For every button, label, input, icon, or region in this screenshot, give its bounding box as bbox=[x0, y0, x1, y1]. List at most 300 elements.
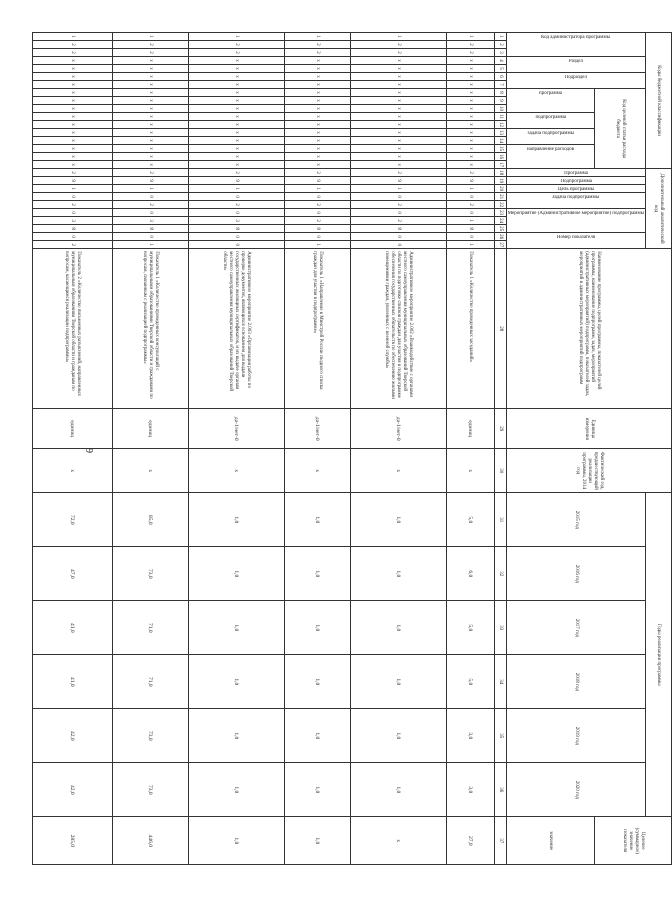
column-number-cell: 8 bbox=[494, 89, 506, 97]
year-2016-header: 2016 год bbox=[506, 547, 645, 601]
year-2020-header: 2020 год bbox=[506, 763, 645, 817]
an-task-label: Задача подпрограммы bbox=[552, 195, 600, 201]
column-number-cell: 27 bbox=[494, 241, 506, 249]
code-digit-cell: х bbox=[446, 97, 494, 105]
code-digit-cell: х bbox=[32, 97, 112, 105]
row-year-value-cell: 5,0 bbox=[446, 601, 494, 655]
column-number-cell: 36 bbox=[494, 763, 506, 817]
row-name-cell: Административное мероприятие 2.003 «Организация работы по проверке документов, являющихся основанием для выдачи государственных жилищных сертификатов, и их выдаче органам местного самоуправления муниципальных образований Тверской области» bbox=[188, 249, 284, 409]
column-number-cell: 28 bbox=[494, 249, 506, 409]
code-digit-cell: 1 bbox=[350, 185, 446, 193]
row-name-cell: Показатель 1 «Направление в Минстрой России сводного списка граждан для участия в подпрограмме» bbox=[284, 249, 350, 409]
code-digit-cell: х bbox=[112, 65, 188, 73]
code-digit-cell: 2 bbox=[350, 201, 446, 209]
code-digit-cell: х bbox=[446, 137, 494, 145]
row-unit-cell: единиц bbox=[112, 409, 188, 449]
code-digit-cell: х bbox=[446, 81, 494, 89]
an-program-label: Программа bbox=[563, 171, 588, 177]
table-row bbox=[350, 33, 446, 865]
code-digit-cell: х bbox=[188, 57, 284, 65]
code-digit-cell: 1 bbox=[112, 185, 188, 193]
code-digit-cell: х bbox=[284, 137, 350, 145]
code-digit-cell: 1 bbox=[446, 33, 494, 41]
name-header: Наименование программы, целей программы, показателей целей программы, наименование подпрограмм, задач, мероприятий (административных мероприятий) подпрограмм, показателей задач, мероприятий и административных мероприятий подпрограмм bbox=[506, 249, 671, 409]
row-year-value-cell: 1,0 bbox=[188, 547, 284, 601]
code-digit-cell: 1 bbox=[446, 241, 494, 249]
code-digit-cell: х bbox=[32, 137, 112, 145]
an-program-header bbox=[506, 169, 645, 177]
an-event-header bbox=[506, 209, 645, 233]
column-number-cell: 33 bbox=[494, 601, 506, 655]
an-indicator-label: Номер показателя bbox=[556, 235, 595, 241]
column-number-cell: 4 bbox=[494, 57, 506, 65]
code-digit-cell: х bbox=[284, 97, 350, 105]
years-header: Годы реализации программы bbox=[646, 493, 672, 817]
code-digit-cell: х bbox=[112, 105, 188, 113]
code-digit-cell: х bbox=[446, 89, 494, 97]
code-digit-cell: х bbox=[112, 121, 188, 129]
code-digit-cell: 2 bbox=[350, 169, 446, 177]
subprogram-code-header bbox=[506, 113, 594, 129]
code-digit-cell: х bbox=[188, 161, 284, 169]
code-digit-cell: х bbox=[112, 73, 188, 81]
code-digit-cell: х bbox=[350, 129, 446, 137]
code-digit-cell: х bbox=[284, 81, 350, 89]
column-number-cell: 29 bbox=[494, 409, 506, 449]
code-digit-cell: х bbox=[32, 121, 112, 129]
code-digit-cell: 0 bbox=[188, 193, 284, 201]
code-digit-cell: х bbox=[446, 57, 494, 65]
row-year-value-cell: 1,0 bbox=[350, 763, 446, 817]
code-digit-cell: х bbox=[284, 145, 350, 153]
code-digit-cell: 2 bbox=[188, 49, 284, 57]
column-number-cell: 16 bbox=[494, 153, 506, 161]
code-digit-cell: 0 bbox=[446, 233, 494, 241]
column-number-cell: 15 bbox=[494, 145, 506, 153]
target-item-header: Код целевой статьи расхода бюджета bbox=[595, 89, 646, 169]
row-year-value-cell: 1,0 bbox=[284, 601, 350, 655]
program-code-label: программа bbox=[538, 91, 562, 96]
row-year-value-cell: 1,0 bbox=[350, 709, 446, 763]
an-goal-header bbox=[506, 185, 645, 193]
row-year-value-cell: 1,0 bbox=[284, 763, 350, 817]
column-number-cell: 37 bbox=[494, 817, 506, 865]
code-digit-cell: х bbox=[446, 105, 494, 113]
column-number-cell: 31 bbox=[494, 493, 506, 547]
code-digit-cell: х bbox=[32, 65, 112, 73]
code-digit-cell: х bbox=[284, 153, 350, 161]
page-number: 9 bbox=[83, 448, 94, 453]
column-numbers-row bbox=[494, 33, 506, 865]
column-number-cell: 21 bbox=[494, 193, 506, 201]
code-digit-cell: 2 bbox=[32, 41, 112, 49]
subsection-label: Подраздел bbox=[564, 75, 588, 80]
code-digit-cell: х bbox=[32, 73, 112, 81]
row-name-cell: Административное мероприятие 2.002 «Взаимодействие с органами местного самоуправления муниципальных образований Тверской области по подготовке списков граждан для участия в подпрограмме обеспечения государственных обязательств по обеспечению жилыми помещениями граждан, уволенных с военной службы» bbox=[350, 249, 446, 409]
code-digit-cell: х bbox=[32, 57, 112, 65]
code-digit-cell: 0 bbox=[32, 209, 112, 217]
row-year-value-cell: 72,0 bbox=[32, 493, 112, 547]
code-digit-cell: х bbox=[284, 73, 350, 81]
code-digit-cell: х bbox=[446, 73, 494, 81]
row-unit-cell: единиц bbox=[446, 409, 494, 449]
code-digit-cell: х bbox=[284, 113, 350, 121]
row-unit-cell: да-1/нет-0 bbox=[188, 409, 284, 449]
column-number-cell: 25 bbox=[494, 225, 506, 233]
code-digit-cell: 8 bbox=[112, 225, 188, 233]
code-digit-cell: х bbox=[112, 89, 188, 97]
code-digit-cell: 1 bbox=[188, 33, 284, 41]
code-digit-cell: 2 bbox=[446, 41, 494, 49]
code-digit-cell: х bbox=[350, 145, 446, 153]
code-digit-cell: 0 bbox=[446, 209, 494, 217]
admin-code-header bbox=[506, 33, 645, 57]
code-digit-cell: х bbox=[284, 161, 350, 169]
code-digit-cell: 1 bbox=[446, 217, 494, 225]
code-digit-cell: х bbox=[112, 97, 188, 105]
code-digit-cell: х bbox=[32, 153, 112, 161]
code-digit-cell: 1 bbox=[32, 33, 112, 41]
code-digit-cell: х bbox=[446, 121, 494, 129]
code-digit-cell: 2 bbox=[112, 201, 188, 209]
expense-direction-header bbox=[506, 145, 594, 169]
code-digit-cell: х bbox=[446, 65, 494, 73]
column-number-cell: 30 bbox=[494, 449, 506, 493]
row-target-cell: 446,0 bbox=[112, 817, 188, 865]
code-digit-cell: х bbox=[32, 81, 112, 89]
code-digit-cell: х bbox=[112, 129, 188, 137]
code-digit-cell: 2 bbox=[446, 49, 494, 57]
table-row bbox=[32, 33, 112, 865]
code-digit-cell: 0 bbox=[350, 233, 446, 241]
code-digit-cell: 2 bbox=[284, 217, 350, 225]
code-digit-cell: х bbox=[32, 105, 112, 113]
row-target-cell: 1,0 bbox=[188, 817, 284, 865]
code-digit-cell: х bbox=[32, 129, 112, 137]
column-number-cell: 6 bbox=[494, 73, 506, 81]
code-digit-cell: х bbox=[284, 105, 350, 113]
row-year-value-cell: 71,0 bbox=[112, 655, 188, 709]
row-year-value-cell: 41,0 bbox=[32, 601, 112, 655]
code-digit-cell: х bbox=[32, 161, 112, 169]
code-digit-cell: 0 bbox=[284, 193, 350, 201]
row-target-cell: 1,0 bbox=[284, 817, 350, 865]
row-year-value-cell: 42,0 bbox=[32, 763, 112, 817]
analytic-code-header: Дополнительный аналитический код bbox=[646, 169, 672, 249]
row-fact-cell: х bbox=[188, 449, 284, 493]
table-row bbox=[446, 33, 494, 865]
code-digit-cell: х bbox=[112, 137, 188, 145]
row-year-value-cell: 5,0 bbox=[446, 493, 494, 547]
row-target-cell: 285,0 bbox=[32, 817, 112, 865]
row-year-value-cell: 1,0 bbox=[350, 655, 446, 709]
column-number-cell: 1 bbox=[494, 33, 506, 41]
row-fact-cell: х bbox=[350, 449, 446, 493]
column-number-cell: 23 bbox=[494, 209, 506, 217]
code-digit-cell: 2 bbox=[284, 201, 350, 209]
an-task-header bbox=[506, 193, 645, 209]
code-digit-cell: 0 bbox=[350, 209, 446, 217]
code-digit-cell: х bbox=[112, 145, 188, 153]
column-number-cell: 3 bbox=[494, 49, 506, 57]
column-number-cell: 20 bbox=[494, 185, 506, 193]
code-digit-cell: 8 bbox=[32, 225, 112, 233]
code-digit-cell: 2 bbox=[32, 49, 112, 57]
code-digit-cell: 1 bbox=[284, 185, 350, 193]
column-number-cell: 11 bbox=[494, 113, 506, 121]
code-digit-cell: 1 bbox=[112, 33, 188, 41]
program-code-header bbox=[506, 89, 594, 113]
code-digit-cell: х bbox=[188, 129, 284, 137]
column-number-cell: 18 bbox=[494, 169, 506, 177]
code-digit-cell: х bbox=[350, 97, 446, 105]
row-fact-cell: х bbox=[112, 449, 188, 493]
row-year-value-cell: 3,0 bbox=[446, 709, 494, 763]
code-digit-cell: 1 bbox=[284, 241, 350, 249]
code-digit-cell: х bbox=[188, 145, 284, 153]
column-number-cell: 17 bbox=[494, 161, 506, 169]
code-digit-cell: 2 bbox=[188, 169, 284, 177]
code-digit-cell: 8 bbox=[188, 225, 284, 233]
code-digit-cell: х bbox=[112, 113, 188, 121]
target-value-header: значение bbox=[506, 817, 594, 865]
code-digit-cell: 9 bbox=[112, 177, 188, 185]
code-digit-cell: х bbox=[188, 121, 284, 129]
row-year-value-cell: 1,0 bbox=[188, 601, 284, 655]
row-year-value-cell: 3,0 bbox=[446, 763, 494, 817]
code-digit-cell: 2 bbox=[32, 169, 112, 177]
column-number-cell: 14 bbox=[494, 137, 506, 145]
row-year-value-cell: 71,0 bbox=[112, 601, 188, 655]
row-year-value-cell: 5,0 bbox=[446, 655, 494, 709]
column-number-cell: 35 bbox=[494, 709, 506, 763]
code-digit-cell: х bbox=[284, 129, 350, 137]
row-year-value-cell: 1,0 bbox=[284, 547, 350, 601]
code-digit-cell: х bbox=[188, 89, 284, 97]
code-digit-cell: х bbox=[350, 105, 446, 113]
code-digit-cell: х bbox=[350, 65, 446, 73]
column-number-cell: 10 bbox=[494, 105, 506, 113]
year-2017-header: 2017 год bbox=[506, 601, 645, 655]
row-fact-cell: х bbox=[446, 449, 494, 493]
year-2015-header: 2015 год bbox=[506, 493, 645, 547]
code-digit-cell: х bbox=[188, 153, 284, 161]
code-digit-cell: х bbox=[446, 129, 494, 137]
code-digit-cell: х bbox=[32, 89, 112, 97]
code-digit-cell: х bbox=[350, 113, 446, 121]
code-digit-cell: х bbox=[350, 137, 446, 145]
code-digit-cell: 9 bbox=[32, 177, 112, 185]
row-name-cell: Показатель 1 «Количество проведенных консультаций с муниципальными образованиями Тверской области и гражданами по вопросам, связанным с реализацией подпрограммы» bbox=[112, 249, 188, 409]
code-digit-cell: 2 bbox=[32, 241, 112, 249]
an-event-label: Мероприятие (Административное мероприятие) подпрограммы bbox=[507, 211, 644, 217]
column-number-cell: 9 bbox=[494, 97, 506, 105]
column-number-cell: 5 bbox=[494, 65, 506, 73]
target-header: Целевое (суммарное) значение показателя bbox=[595, 817, 672, 865]
code-digit-cell: х bbox=[188, 65, 284, 73]
row-year-value-cell: 85,0 bbox=[112, 493, 188, 547]
code-digit-cell: 2 bbox=[350, 41, 446, 49]
code-digit-cell: 3 bbox=[112, 217, 188, 225]
row-year-value-cell: 73,0 bbox=[112, 709, 188, 763]
code-digit-cell: 8 bbox=[446, 225, 494, 233]
column-number-cell: 7 bbox=[494, 81, 506, 89]
row-year-value-cell: 41,0 bbox=[32, 655, 112, 709]
an-goal-label: Цель программы bbox=[557, 187, 594, 193]
code-digit-cell: х bbox=[284, 57, 350, 65]
column-number-cell: 32 bbox=[494, 547, 506, 601]
an-subprogram-header bbox=[506, 177, 645, 185]
code-digit-cell: 0 bbox=[32, 233, 112, 241]
row-year-value-cell: 1,0 bbox=[188, 709, 284, 763]
subprogram-task-label: задача подпрограммы bbox=[527, 131, 574, 136]
section-header bbox=[506, 57, 645, 73]
row-target-cell: 27,0 bbox=[446, 817, 494, 865]
code-digit-cell: 2 bbox=[350, 49, 446, 57]
row-year-value-cell: 1,0 bbox=[350, 547, 446, 601]
year-2019-header: 2019 год bbox=[506, 709, 645, 763]
an-indicator-header bbox=[506, 233, 645, 249]
code-digit-cell: х bbox=[350, 89, 446, 97]
column-number-cell: 12 bbox=[494, 121, 506, 129]
row-year-value-cell: 6,0 bbox=[446, 547, 494, 601]
code-digit-cell: х bbox=[188, 113, 284, 121]
code-digit-cell: 2 bbox=[284, 49, 350, 57]
row-unit-cell: да-1/нет-0 bbox=[284, 409, 350, 449]
code-digit-cell: х bbox=[284, 65, 350, 73]
section-label: Раздел bbox=[568, 59, 583, 64]
code-digit-cell: х bbox=[350, 73, 446, 81]
code-digit-cell: 3 bbox=[188, 217, 284, 225]
code-digit-cell: 0 bbox=[112, 209, 188, 217]
program-indicators-table bbox=[32, 32, 672, 865]
budget-program-table-sheet bbox=[64, 32, 672, 864]
table-row bbox=[188, 33, 284, 865]
row-unit-cell: да-1/нет-0 bbox=[350, 409, 446, 449]
code-digit-cell: 2 bbox=[284, 41, 350, 49]
code-digit-cell: 2 bbox=[188, 201, 284, 209]
code-digit-cell: х bbox=[32, 145, 112, 153]
unit-header: Единица измерения bbox=[506, 409, 671, 449]
code-digit-cell: 1 bbox=[284, 33, 350, 41]
code-digit-cell: 2 bbox=[350, 217, 446, 225]
code-digit-cell: 8 bbox=[284, 225, 350, 233]
row-year-value-cell: 73,0 bbox=[112, 547, 188, 601]
code-digit-cell: 2 bbox=[188, 41, 284, 49]
code-digit-cell: 0 bbox=[284, 233, 350, 241]
code-digit-cell: х bbox=[284, 89, 350, 97]
year-2018-header: 2018 год bbox=[506, 655, 645, 709]
code-digit-cell: 2 bbox=[446, 201, 494, 209]
code-digit-cell: 0 bbox=[112, 233, 188, 241]
column-number-cell: 2 bbox=[494, 41, 506, 49]
code-digit-cell: х bbox=[446, 153, 494, 161]
code-digit-cell: 2 bbox=[32, 201, 112, 209]
code-digit-cell: х bbox=[112, 161, 188, 169]
code-digit-cell: 9 bbox=[188, 177, 284, 185]
subsection-header bbox=[506, 73, 645, 89]
code-digit-cell: х bbox=[350, 57, 446, 65]
code-digit-cell: 0 bbox=[188, 233, 284, 241]
code-digit-cell: 9 bbox=[446, 177, 494, 185]
code-digit-cell: х bbox=[112, 81, 188, 89]
code-digit-cell: х bbox=[188, 81, 284, 89]
row-year-value-cell: 1,0 bbox=[350, 601, 446, 655]
code-digit-cell: 0 bbox=[284, 209, 350, 217]
code-digit-cell: х bbox=[112, 153, 188, 161]
code-digit-cell: 2 bbox=[284, 169, 350, 177]
code-digit-cell: х bbox=[284, 121, 350, 129]
code-digit-cell: х bbox=[350, 121, 446, 129]
column-number-cell: 13 bbox=[494, 129, 506, 137]
row-year-value-cell: 1,0 bbox=[284, 655, 350, 709]
row-fact-cell: х bbox=[284, 449, 350, 493]
code-digit-cell: х bbox=[188, 137, 284, 145]
table-row bbox=[112, 33, 188, 865]
row-name-cell: Показатель 1 «Количество проведенных заседаний» bbox=[446, 249, 494, 409]
code-digit-cell: 0 bbox=[446, 193, 494, 201]
column-number-cell: 26 bbox=[494, 233, 506, 241]
an-subprogram-label: Подпрограмма bbox=[560, 179, 592, 185]
code-digit-cell: 9 bbox=[284, 177, 350, 185]
row-name-cell: Показатель 2 «Количество письменных разъяснений, направленных муниципальным образованиям Тверской области и гражданам по вопросам, касающимся реализации подпрограммы» bbox=[32, 249, 112, 409]
code-digit-cell: 0 bbox=[188, 241, 284, 249]
subprogram-code-label: подпрограмма bbox=[535, 115, 566, 120]
code-digit-cell: 3 bbox=[32, 217, 112, 225]
code-digit-cell: 2 bbox=[112, 41, 188, 49]
subprogram-task-header bbox=[506, 129, 594, 145]
admin-code-label: Код администратора программы bbox=[541, 35, 611, 40]
code-digit-cell: х bbox=[446, 145, 494, 153]
code-digit-cell: 1 bbox=[446, 185, 494, 193]
row-year-value-cell: 1,0 bbox=[188, 493, 284, 547]
column-number-cell: 24 bbox=[494, 217, 506, 225]
code-digit-cell: 2 bbox=[112, 169, 188, 177]
fact-year-header: Фактический год, предшествующий реализации программы, 2014 год bbox=[506, 449, 671, 493]
code-digit-cell: 0 bbox=[112, 193, 188, 201]
row-unit-cell: единиц bbox=[32, 409, 112, 449]
column-number-cell: 34 bbox=[494, 655, 506, 709]
code-digit-cell: х bbox=[32, 113, 112, 121]
code-digit-cell: х bbox=[350, 161, 446, 169]
row-year-value-cell: 42,0 bbox=[32, 709, 112, 763]
row-year-value-cell: 1,0 bbox=[188, 655, 284, 709]
column-number-cell: 19 bbox=[494, 177, 506, 185]
column-number-cell: 22 bbox=[494, 201, 506, 209]
code-digit-cell: 8 bbox=[350, 225, 446, 233]
row-year-value-cell: 1,0 bbox=[350, 493, 446, 547]
code-digit-cell: 0 bbox=[350, 241, 446, 249]
row-year-value-cell: 1,0 bbox=[188, 763, 284, 817]
code-digit-cell: х bbox=[350, 153, 446, 161]
expense-direction-label: направление расходов bbox=[526, 147, 574, 152]
code-digit-cell: 1 bbox=[350, 33, 446, 41]
code-digit-cell: 0 bbox=[32, 193, 112, 201]
code-digit-cell: х bbox=[446, 161, 494, 169]
code-digit-cell: х bbox=[446, 113, 494, 121]
code-digit-cell: х bbox=[188, 105, 284, 113]
row-year-value-cell: 47,0 bbox=[32, 547, 112, 601]
code-digit-cell: 1 bbox=[112, 241, 188, 249]
code-digit-cell: х bbox=[112, 57, 188, 65]
row-year-value-cell: 1,0 bbox=[284, 709, 350, 763]
code-digit-cell: 2 bbox=[112, 49, 188, 57]
row-target-cell: х bbox=[350, 817, 446, 865]
code-digit-cell: х bbox=[188, 73, 284, 81]
code-digit-cell: 1 bbox=[188, 185, 284, 193]
budget-codes-header: Коды бюджетной классификации bbox=[646, 33, 672, 169]
row-year-value-cell: 1,0 bbox=[284, 493, 350, 547]
